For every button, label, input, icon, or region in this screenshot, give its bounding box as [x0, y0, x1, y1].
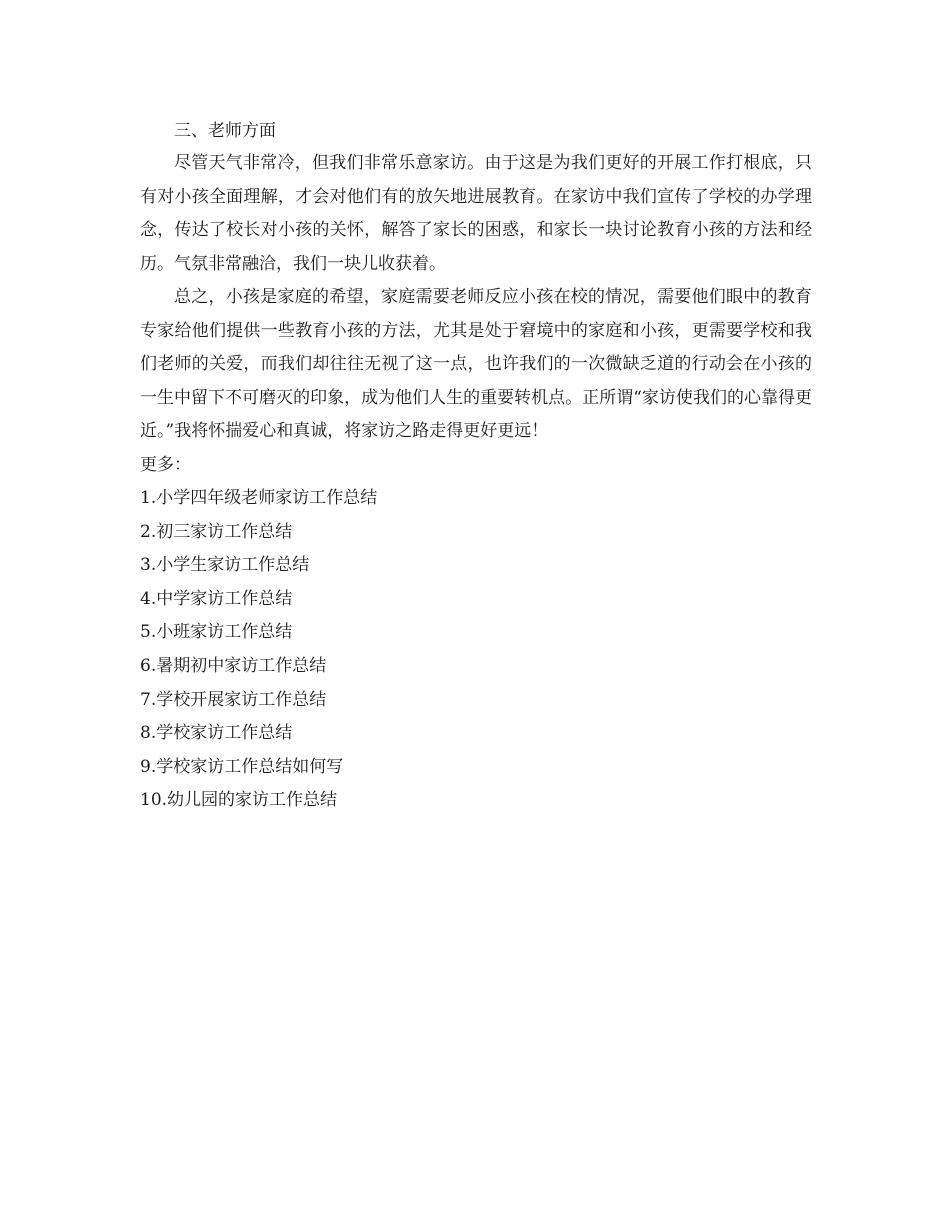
related-link-8[interactable]: 8.学校家访工作总结 — [140, 723, 293, 744]
paragraph-conclusion: 总之，小孩是家庭的希望，家庭需要老师反应小孩在校的情况，需要他们眼中的教育专家给他们提供一些教育小孩的方法，尤其是处于窘境中的家庭和小孩，更需要学校和我们老师的关爱，而我们却往往无视了这一点，也许我们的一次微缺乏道的行动会在小孩的一生中留下不可磨灭的印象，成为他们人生的重要转机点。正所谓“家访使我们的心靠得更近。”我将怀揣爱心和真诚，将家访之路走得更好更远！ — [140, 287, 812, 441]
list-item — [140, 482, 812, 516]
related-link-6[interactable]: 6.暑期初中家访工作总结 — [140, 655, 327, 676]
related-link-3[interactable]: 3.小学生家访工作总结 — [140, 555, 310, 576]
related-links-list — [140, 482, 812, 818]
list-item — [140, 751, 812, 785]
list-item — [140, 549, 812, 583]
list-item — [140, 583, 812, 617]
paragraph-home-visit-experience: 尽管天气非常冷，但我们非常乐意家访。由于这是为我们更好的开展工作打根底，只有对小孩全面理解，才会对他们有的放矢地进展教育。在家访中我们宣传了学校的办学理念，传达了校长对小孩的关怀，解答了家长的困惑，和家长一块讨论教育小孩的方法和经历。气氛非常融洽，我们一块儿收获着。 — [140, 153, 812, 274]
document-body — [140, 115, 812, 818]
list-item — [140, 717, 812, 751]
related-link-10[interactable]: 10.幼儿园的家访工作总结 — [140, 790, 338, 811]
more-label: 更多： — [140, 454, 191, 475]
related-link-7[interactable]: 7.学校开展家访工作总结 — [140, 689, 327, 710]
section-heading: 三、老师方面 — [174, 121, 276, 141]
list-item — [140, 650, 812, 684]
list-item — [140, 516, 812, 550]
list-item — [140, 684, 812, 718]
related-link-5[interactable]: 5.小班家访工作总结 — [140, 622, 293, 643]
related-link-2[interactable]: 2.初三家访工作总结 — [140, 521, 293, 542]
list-item — [140, 784, 812, 818]
list-item — [140, 616, 812, 650]
related-link-9[interactable]: 9.学校家访工作总结如何写 — [140, 756, 344, 777]
related-link-4[interactable]: 4.中学家访工作总结 — [140, 588, 293, 609]
related-link-1[interactable]: 1.小学四年级老师家访工作总结 — [140, 488, 378, 508]
